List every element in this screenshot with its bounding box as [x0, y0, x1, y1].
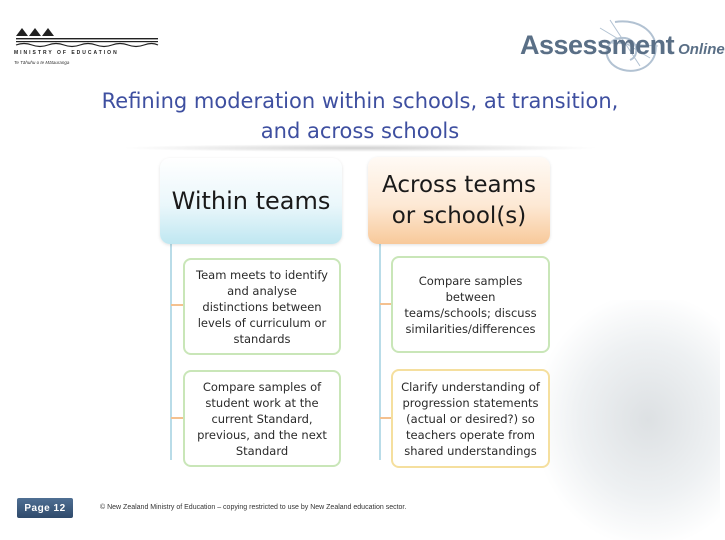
across-teams-header: Across teams or school(s)	[368, 157, 550, 244]
ministry-name: MINISTRY OF EDUCATION	[14, 50, 119, 56]
brand-main: Assessment	[520, 30, 675, 60]
across-teams-step-2: Clarify understanding of progression statements (actual or desired?) so teachers operate from shared understandings	[391, 369, 550, 468]
page-number-badge: Page 12	[17, 498, 73, 518]
title-line-1: Refining moderation within schools, at transition,	[101, 89, 619, 113]
within-teams-step-2: Compare samples of student work at the current Standard, previous, and the next Standard	[183, 370, 341, 467]
ministry-tagline: Te Tāhuhu o te Mātauranga	[14, 60, 70, 65]
copyright-notice: © New Zealand Ministry of Education – copying restricted to use by New Zealand education sector.	[100, 504, 407, 511]
across-teams-step-1: Compare samples between teams/schools; discuss similarities/differences	[391, 256, 550, 353]
brand-sub: Online	[678, 41, 725, 58]
within-teams-header: Within teams	[160, 158, 342, 244]
title-line-2: and across schools	[260, 119, 460, 143]
within-teams-step-1: Team meets to identify and analyse distinctions between levels of curriculum or standards	[183, 258, 341, 355]
